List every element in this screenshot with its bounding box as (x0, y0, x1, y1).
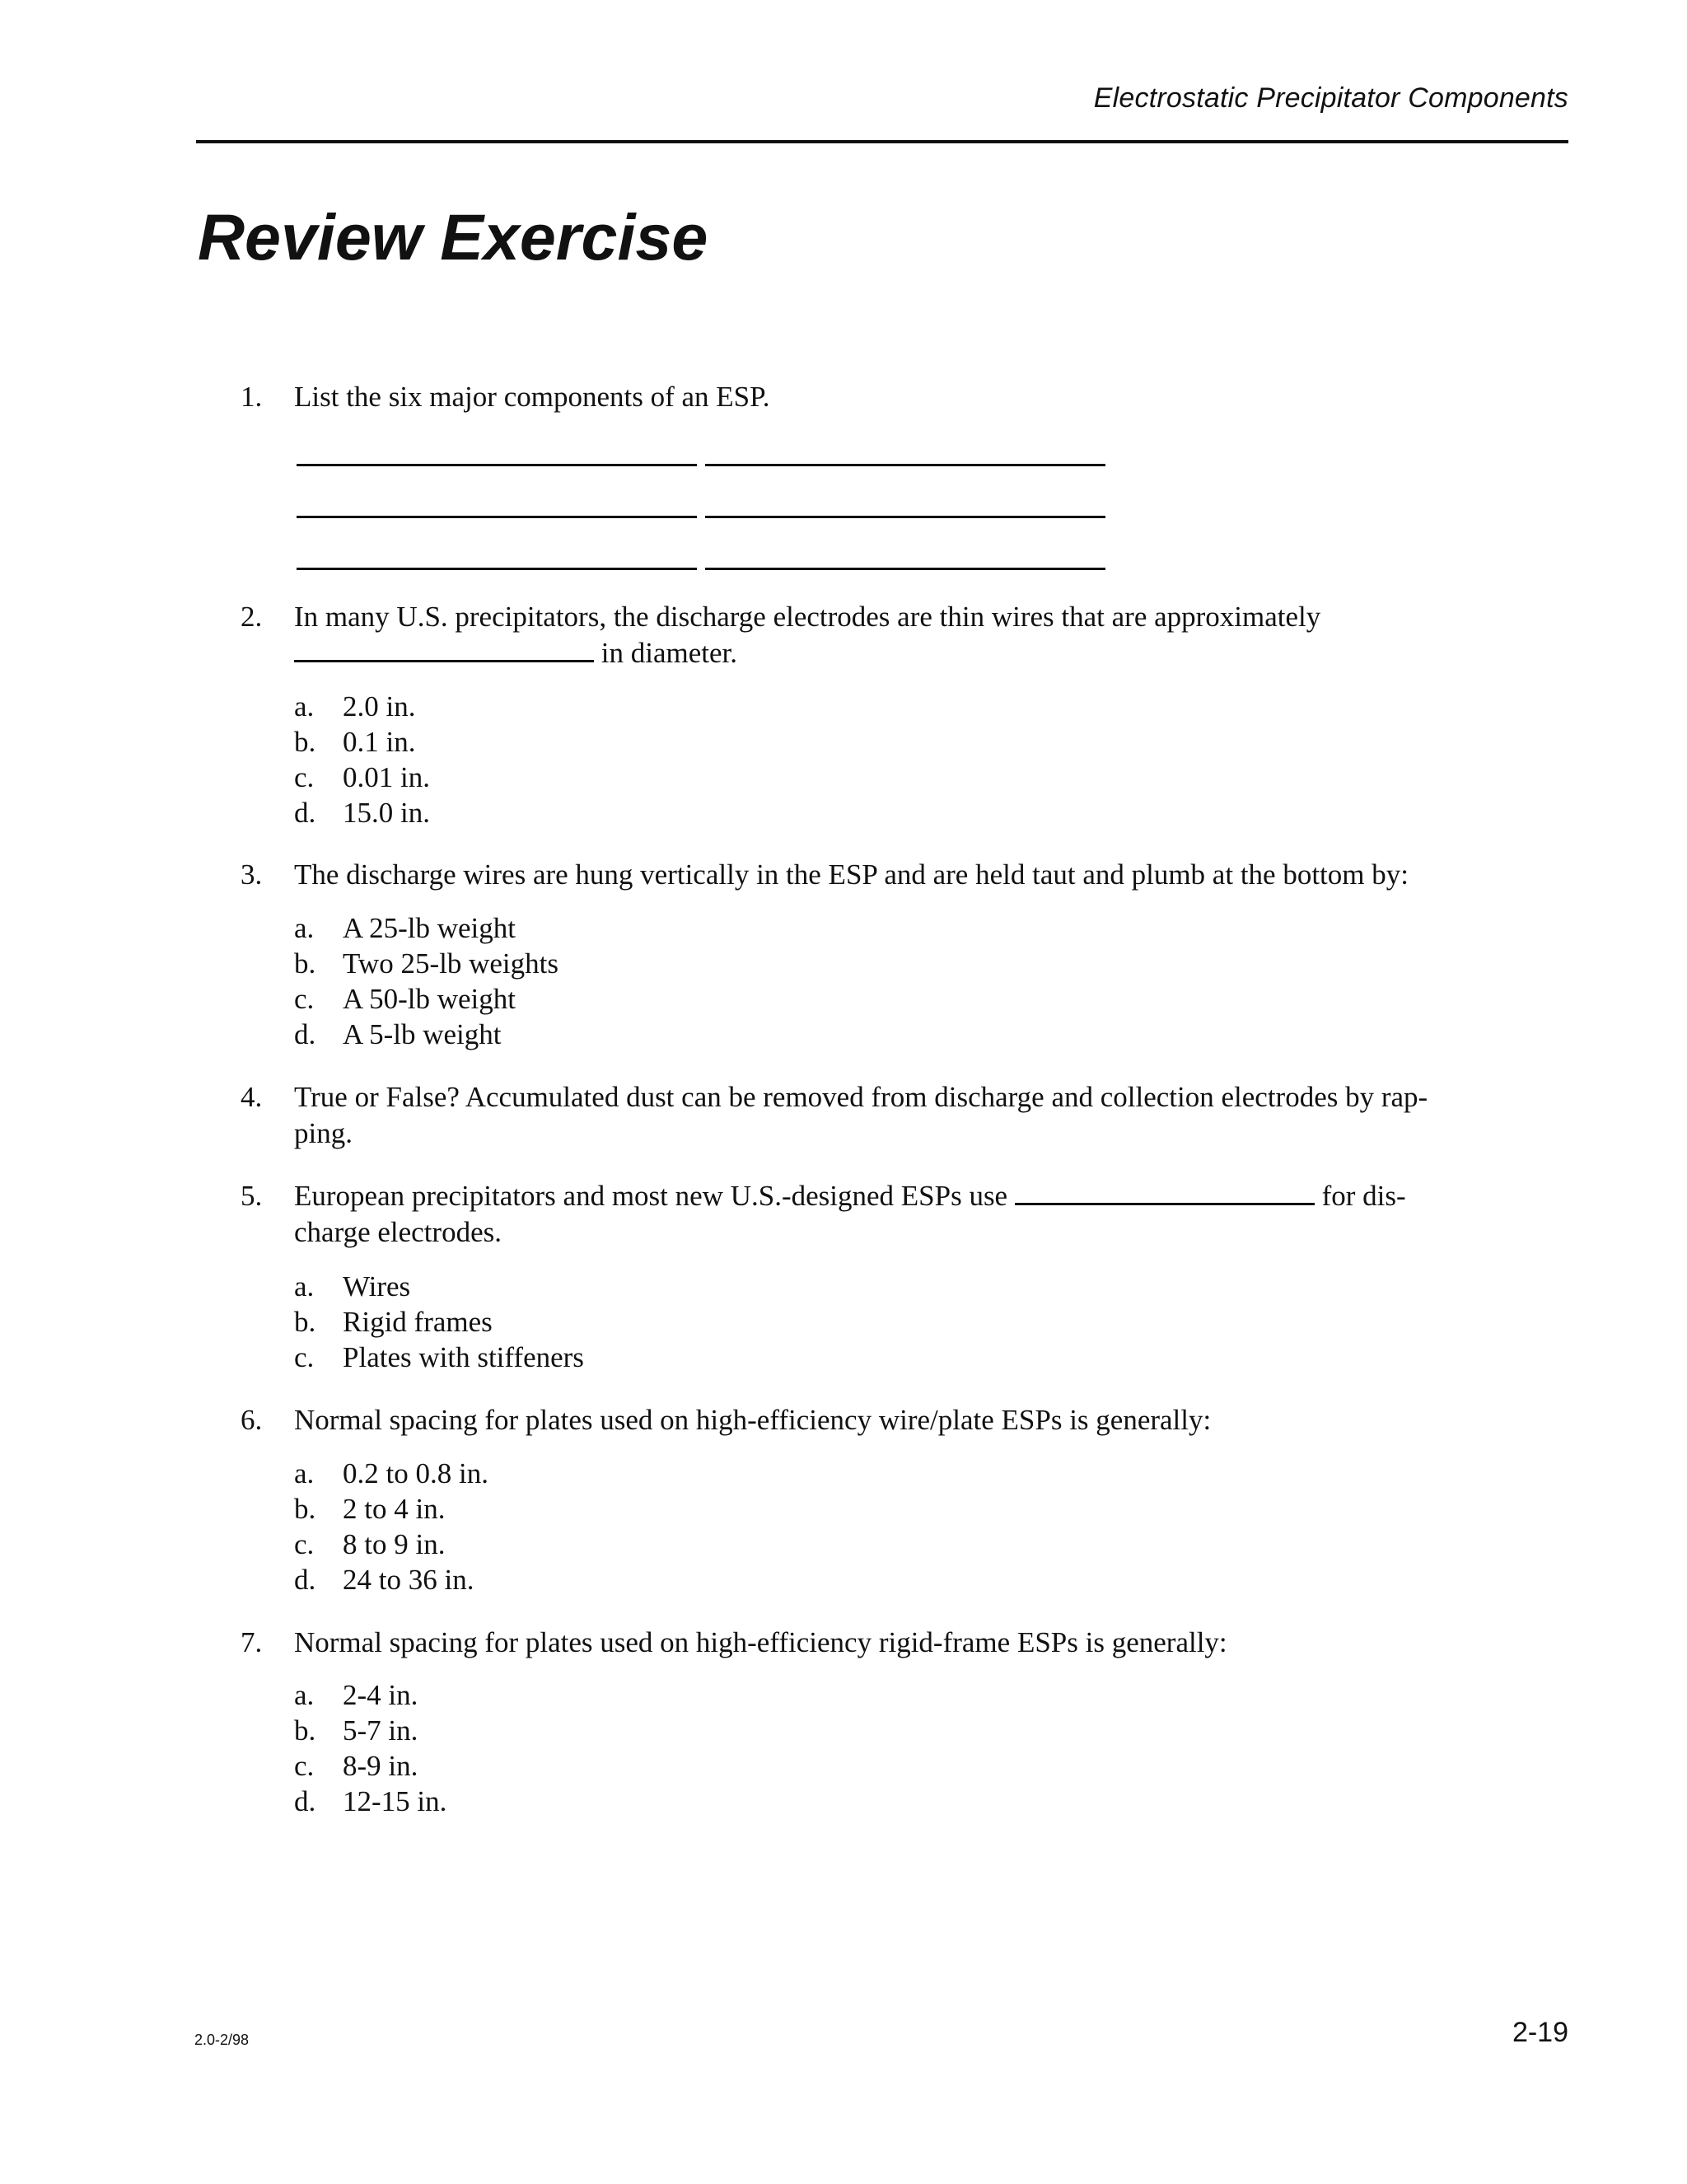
option-letter: a. (294, 1457, 315, 1490)
option-text: 2 to 4 in. (343, 1493, 446, 1525)
footer-version: 2.0-2/98 (194, 2032, 250, 2048)
option-letter: c. (294, 1528, 315, 1560)
option-text: 2-4 in. (343, 1679, 418, 1711)
option-item[interactable] (0, 724, 1687, 760)
option-text: A 5-lb weight (343, 1018, 502, 1050)
option-letter: a. (294, 690, 315, 723)
question-number: 7. (241, 1626, 263, 1658)
question-text: List the six major components of an ESP. (294, 381, 770, 413)
question-text: Normal spacing for plates used on high-efficiency rigid-frame ESPs is generally: (294, 1626, 1227, 1658)
option-text: 5-7 in. (343, 1714, 418, 1747)
option-item[interactable] (0, 1784, 1687, 1819)
option-item[interactable] (0, 1677, 1687, 1713)
option-letter: c. (294, 761, 315, 793)
option-text: A 50-lb weight (343, 983, 516, 1015)
option-item[interactable] (0, 1304, 1687, 1340)
question-number: 1. (241, 381, 263, 413)
option-item[interactable] (0, 1491, 1687, 1527)
option-letter: b. (294, 726, 316, 758)
question-text-line: ping. (294, 1117, 353, 1149)
answer-line-1[interactable] (297, 464, 697, 466)
option-letter: a. (294, 1270, 315, 1302)
option-text: Rigid frames (343, 1306, 493, 1338)
fill-in-blank[interactable] (294, 637, 594, 662)
running-head: Electrostatic Precipitator Components (1093, 82, 1568, 114)
question-text-line: charge electrodes. (294, 1216, 502, 1248)
option-item[interactable] (0, 1713, 1687, 1748)
option-letter: a. (294, 912, 315, 944)
question-text-line: True or False? Accumulated dust can be removed from discharge and collection electrodes by rap- (294, 1081, 1428, 1113)
option-letter: c. (294, 1341, 315, 1373)
option-item[interactable] (0, 1269, 1687, 1304)
question-text-line: in diameter. (594, 637, 737, 669)
fill-in-blank[interactable] (1015, 1180, 1315, 1205)
option-item[interactable] (0, 1562, 1687, 1597)
option-text: 15.0 in. (343, 797, 430, 829)
option-text: Two 25-lb weights (343, 947, 558, 980)
option-item[interactable] (0, 795, 1687, 830)
option-letter: d. (294, 1785, 316, 1817)
option-text: 8 to 9 in. (343, 1528, 446, 1560)
option-letter: c. (294, 983, 315, 1015)
option-letter: a. (294, 1679, 315, 1711)
option-letter: b. (294, 1306, 316, 1338)
option-item[interactable] (0, 1340, 1687, 1375)
option-letter: b. (294, 947, 316, 980)
answer-line-6[interactable] (705, 568, 1105, 570)
question-text-line: European precipitators and most new U.S.-designed ESPs use (294, 1180, 1015, 1212)
option-text: A 25-lb weight (343, 912, 516, 944)
option-item[interactable] (0, 946, 1687, 981)
option-text: Plates with stiffeners (343, 1341, 584, 1373)
question-text-line: for dis- (1314, 1180, 1406, 1212)
question-number: 6. (241, 1404, 263, 1436)
option-letter: d. (294, 797, 316, 829)
option-text: 0.01 in. (343, 761, 430, 793)
option-text: 2.0 in. (343, 690, 416, 723)
option-text: 8-9 in. (343, 1750, 418, 1782)
answer-line-3[interactable] (297, 516, 697, 518)
option-letter: d. (294, 1564, 316, 1596)
option-text: 12-15 in. (343, 1785, 447, 1817)
page-number: 2-19 (1512, 2017, 1568, 2048)
question-text-line: In many U.S. precipitators, the discharge electrodes are thin wires that are approximately (294, 601, 1321, 633)
answer-line-5[interactable] (297, 568, 697, 570)
option-letter: b. (294, 1493, 316, 1525)
option-item[interactable] (0, 1456, 1687, 1491)
question-text: Normal spacing for plates used on high-efficiency wire/plate ESPs is generally: (294, 1404, 1212, 1436)
option-letter: c. (294, 1750, 315, 1782)
option-item[interactable] (0, 1017, 1687, 1052)
option-item[interactable] (0, 689, 1687, 724)
answer-line-4[interactable] (705, 516, 1105, 518)
page-title: Review Exercise (198, 200, 708, 274)
option-letter: d. (294, 1018, 316, 1050)
question-number: 4. (241, 1081, 263, 1113)
question-number: 3. (241, 858, 263, 891)
question-number: 5. (241, 1180, 263, 1212)
option-item[interactable] (0, 1527, 1687, 1562)
option-item[interactable] (0, 1748, 1687, 1784)
option-text: 0.1 in. (343, 726, 416, 758)
option-text: 0.2 to 0.8 in. (343, 1457, 488, 1490)
option-item[interactable] (0, 910, 1687, 946)
question-number: 2. (241, 601, 263, 633)
option-letter: b. (294, 1714, 316, 1747)
option-text: 24 to 36 in. (343, 1564, 474, 1596)
option-item[interactable] (0, 981, 1687, 1017)
option-text: Wires (343, 1270, 411, 1302)
option-item[interactable] (0, 760, 1687, 795)
question-text: The discharge wires are hung vertically in the ESP and are held taut and plumb at the bottom by: (294, 858, 1409, 891)
answer-line-2[interactable] (705, 464, 1105, 466)
